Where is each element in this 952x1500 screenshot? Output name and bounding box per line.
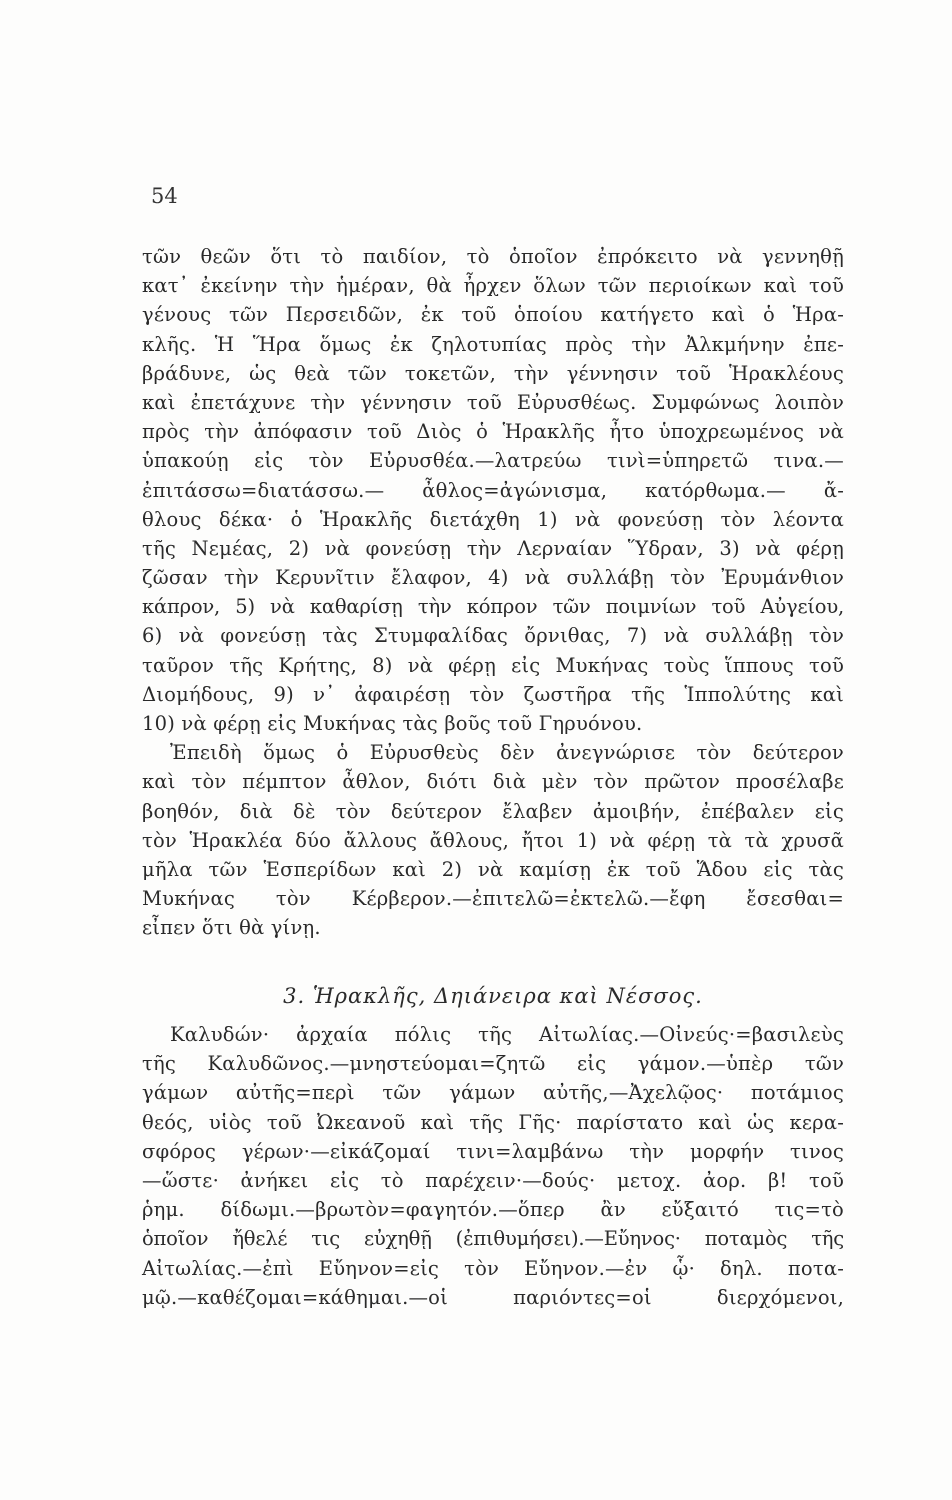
text-line: Ἐπειδὴ ὅμως ὁ Εὐρυσθεὺς δὲν ἀνεγνώρισε τὸν δεύτερον [170, 741, 844, 765]
section-heading: 3. Ἡρακλῆς, Δηιάνειρα καὶ Νέσσος. [283, 984, 703, 1008]
text-line: ὁποῖον ἤθελέ τις εὐχηθῇ (ἐπιθυμήσει).—Εὔηνος· ποταμὸς τῆς [142, 1227, 844, 1251]
text-line: εἶπεν ὅτι θὰ γίνῃ. [142, 916, 321, 940]
text-line: καὶ ἐπετάχυνε τὴν γέννησιν τοῦ Εὐρυσθέως. Συμφώνως λοιπὸν [142, 390, 844, 414]
text-block-lower [142, 1020, 844, 1312]
text-line: τῆς Καλυδῶνος.—μνηστεύομαι=ζητῶ εἰς γάμον.—ὑπὲρ τῶν [142, 1052, 844, 1076]
text-line: κατ᾽ ἐκείνην τὴν ἡμέραν, θὰ ἦρχεν ὅλων τῶν περιοίκων καὶ τοῦ [142, 274, 844, 298]
text-line: ταῦρον τῆς Κρήτης, 8) νὰ φέρῃ εἰς Μυκήνας τοὺς ἵππους τοῦ [142, 653, 844, 677]
text-line: τὸν Ἡρακλέα δύο ἄλλους ἄθλους, ἤτοι 1) νὰ φέρῃ τὰ τὰ χρυσᾶ [142, 828, 844, 852]
text-line: ζῶσαν τὴν Κερυνῖτιν ἔλαφον, 4) νὰ συλλάβῃ τὸν Ἐρυμάνθιον [142, 566, 844, 590]
text-line: Καλυδών· ἀρχαία πόλις τῆς Αἰτωλίας.—Οἰνεύς·=βασιλεὺς [170, 1023, 844, 1046]
text-line: πρὸς τὴν ἀπόφασιν τοῦ Διὸς ὁ Ἡρακλῆς ἦτο ὑποχρεωμένος νὰ [142, 420, 844, 444]
text-line: γάμων αὐτῆς=περὶ τῶν γάμων αὐτῆς,—Ἀχελῷος· ποτάμιος [142, 1081, 844, 1105]
text-line: Μυκήνας τὸν Κέρβερον.—ἐπιτελῶ=ἐκτελῶ.—ἔφη ἔσεσθαι= [142, 887, 844, 911]
text-line: ῥημ. δίδωμι.—βρωτὸν=φαγητόν.—ὅπερ ἂν εὔξαιτό τις=τὸ [142, 1198, 844, 1222]
text-line: κλῆς. Ἡ Ἥρα ὅμως ἐκ ζηλοτυπίας πρὸς τὴν Ἀλκμήνην ἐπε- [142, 332, 844, 356]
text-line: Διομήδους, 9) ν᾽ ἀφαιρέσῃ τὸν ζωστῆρα τῆς Ἱππολύτης καὶ [142, 682, 844, 706]
text-line: —ὥστε· ἀνήκει εἰς τὸ παρέχειν·—δούς· μετοχ. ἀορ. β! τοῦ [142, 1168, 844, 1192]
text-line: τῆς Νεμέας, 2) νὰ φονεύσῃ τὴν Λερναίαν Ὕδραν, 3) νὰ φέρῃ [142, 536, 844, 560]
text-line: κάπρον, 5) νὰ καθαρίσῃ τὴν κόπρον τῶν ποιμνίων τοῦ Αὐγείου, [142, 595, 844, 619]
text-block-upper [142, 242, 844, 943]
text-line: ὑπακούῃ εἰς τὸν Εὐρυσθέα.—λατρεύω τινὶ=ὑπηρετῶ τινα.— [142, 449, 844, 473]
text-line: θλους δέκα· ὁ Ἡρακλῆς διετάχθη 1) νὰ φονεύσῃ τὸν λέοντα [142, 507, 844, 531]
text-line: 6) νὰ φονεύσῃ τὰς Στυμφαλίδας ὄρνιθας, 7) νὰ συλλάβῃ τὸν [142, 624, 844, 648]
text-line: γένους τῶν Περσειδῶν, ἐκ τοῦ ὁποίου κατήγετο καὶ ὁ Ἡρα- [142, 303, 844, 327]
text-line: βοηθόν, διὰ δὲ τὸν δεύτερον ἔλαβεν ἀμοιβήν, ἐπέβαλεν εἰς [142, 799, 844, 823]
text-line: σφόρος γέρων·—εἰκάζομαί τινι=λαμβάνω τὴν μορφήν τινος [142, 1139, 844, 1163]
text-line: μῷ.—καθέζομαι=κάθημαι.—οἱ παριόντες=οἱ διερχόμενοι, [142, 1285, 844, 1309]
text-line: 10) νὰ φέρῃ εἰς Μυκήνας τὰς βοῦς τοῦ Γηρυόνου. [142, 712, 643, 735]
text-line: τῶν θεῶν ὅτι τὸ παιδίον, τὸ ὁποῖον ἐπρόκειτο νὰ γεννηθῇ [142, 245, 844, 268]
text-line: θεός, υἱὸς τοῦ Ὠκεανοῦ καὶ τῆς Γῆς· παρίστατο καὶ ὡς κερα- [142, 1110, 844, 1134]
text-line: καὶ τὸν πέμπτον ἆθλον, διότι διὰ μὲν τὸν πρῶτον προσέλαβε [142, 770, 844, 794]
text-line: μῆλα τῶν Ἑσπερίδων καὶ 2) νὰ καμίσῃ ἐκ τοῦ Ἅδου εἰς τὰς [142, 857, 844, 881]
text-line: Αἰτωλίας.—ἐπὶ Εὔηνον=εἰς τὸν Εὔηνον.—ἐν ᾧ· δηλ. ποτα- [142, 1256, 844, 1280]
text-line: ἐπιτάσσω=διατάσσω.— ἆθλος=ἀγώνισμα, κατόρθωμα.— ἄ- [142, 478, 844, 502]
page-number: 54 [151, 184, 178, 208]
text-line: βράδυνε, ὡς θεὰ τῶν τοκετῶν, τὴν γέννησιν τοῦ Ἡρακλέους [142, 361, 844, 385]
